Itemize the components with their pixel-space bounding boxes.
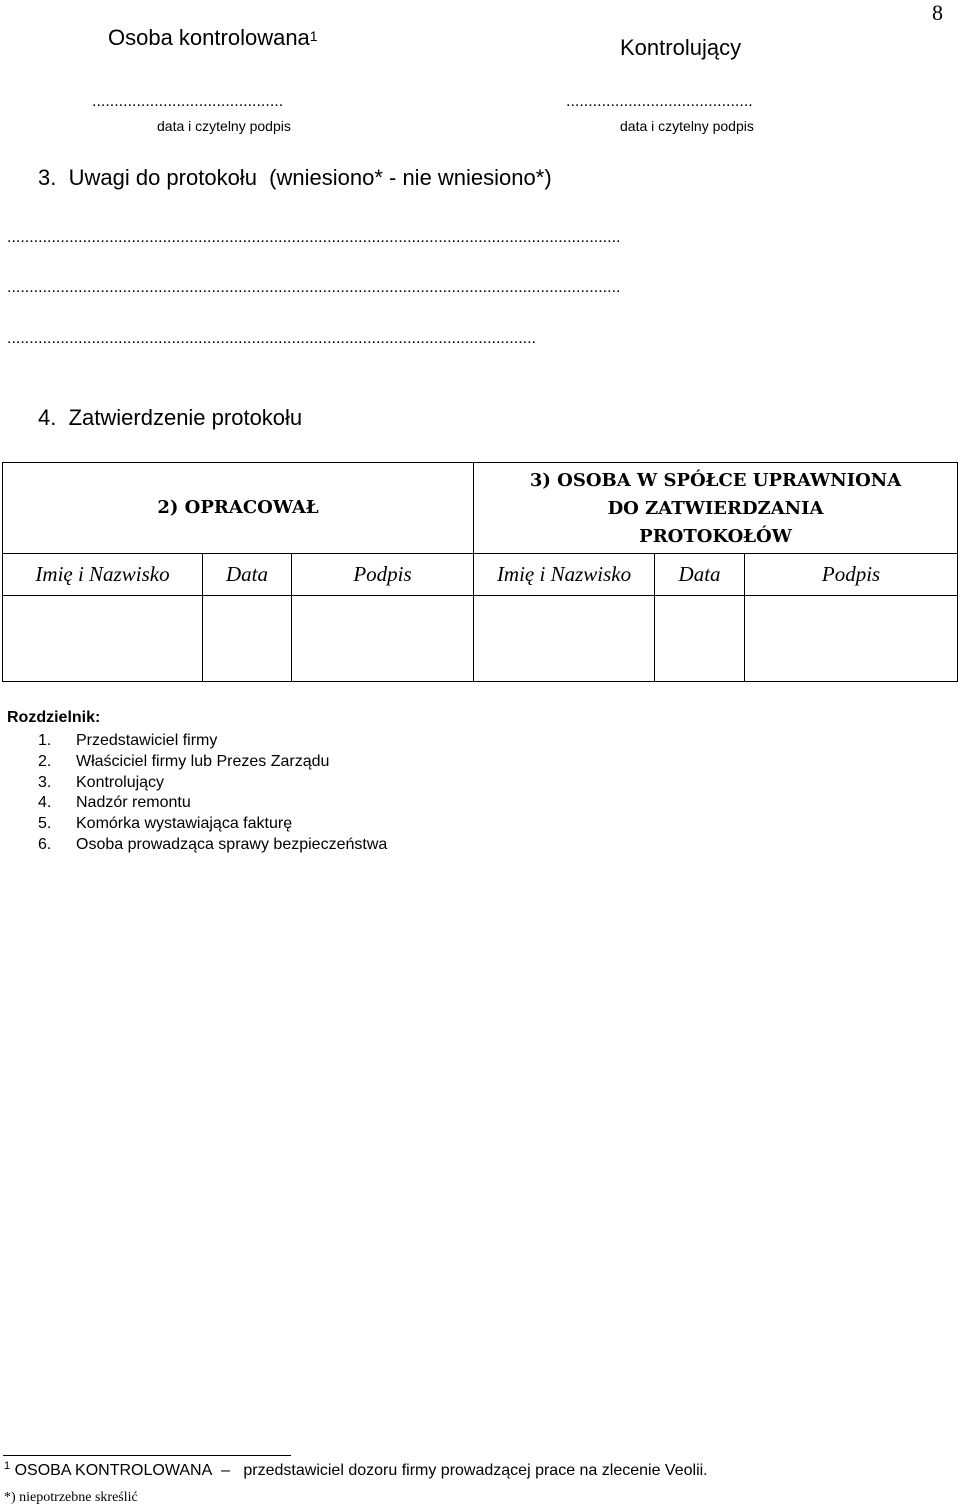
list-item: 1. Przedstawiciel firmy (38, 732, 218, 749)
approval-table (2, 462, 958, 682)
signature-left-dots[interactable]: ........................................... (92, 93, 284, 110)
footnote-separator (3, 1455, 291, 1456)
list-item: 5. Komórka wystawiająca fakturę (38, 815, 293, 833)
list-item: 4. Nadzór remontu (38, 794, 191, 812)
section3-title: Uwagi do protokołu (68, 165, 257, 190)
remarks-line-1[interactable]: .......................................................................................................................................... (7, 229, 621, 246)
signature-left-caption: data i czytelny podpis (157, 118, 291, 134)
remarks-line-3[interactable]: ....................................................................................................................... (7, 330, 536, 347)
section3-note: (wniesiono* - nie wniesiono*) (269, 165, 552, 190)
col-approver-date: Data (655, 554, 745, 596)
footnote-1-term: OSOBA KONTROLOWANA (14, 1462, 213, 1479)
cell-approver-signature[interactable] (745, 596, 958, 682)
cell-prepared-signature[interactable] (292, 596, 474, 682)
distribution-title: Rozdzielnik: (7, 709, 101, 726)
page-number: 8 (932, 0, 943, 25)
col-prepared-signature: Podpis (292, 554, 474, 596)
signature-right-title: Kontrolujący (620, 35, 742, 60)
signature-right-caption: data i czytelny podpis (620, 118, 754, 134)
footnote-1-dash: – (221, 1462, 231, 1479)
section4-title: Zatwierdzenie protokołu (68, 405, 303, 430)
section3-heading (38, 165, 552, 191)
footnote-1-mark: 1 (4, 1460, 11, 1472)
distribution-list (38, 731, 387, 856)
section4-number: 4. (38, 405, 57, 430)
list-item: 6. Osoba prowadząca sprawy bezpieczeństwa (38, 835, 388, 853)
col-approver-name: Imię i Nazwisko (474, 554, 655, 596)
cell-approver-name[interactable] (474, 596, 655, 682)
col-prepared-date: Data (203, 554, 292, 596)
remarks-line-2[interactable]: .......................................................................................................................................... (7, 279, 621, 296)
footnote-ref: 1 (309, 28, 318, 44)
footnote-1-text: przedstawiciel dozoru firmy prowadzącej prace na zlecenie Veolii. (243, 1462, 708, 1479)
signature-left-title: Osoba kontrolowana$^1$ (108, 25, 318, 50)
col-prepared-name: Imię i Nazwisko (3, 554, 203, 596)
list-item: 3. Kontrolujący (38, 773, 165, 791)
section3-number: 3. (38, 165, 57, 190)
footnote-2: *) niepotrzebne skreślić (4, 1490, 138, 1505)
section4-heading (38, 405, 302, 431)
signature-right-dots[interactable]: .......................................... (566, 93, 753, 110)
prepared-by-header: 2) OPRACOWAŁ (3, 463, 474, 554)
cell-prepared-date[interactable] (203, 596, 292, 682)
col-approver-signature: Podpis (745, 554, 958, 596)
cell-prepared-name[interactable] (3, 596, 203, 682)
approver-header: 3) OSOBA W SPÓŁCE UPRAWNIONA DO ZATWIERDZANIA PROTOKOŁÓW (474, 463, 958, 554)
cell-approver-date[interactable] (655, 596, 745, 682)
list-item: 2. Właściciel firmy lub Prezes Zarządu (38, 752, 330, 770)
footnote-1 (4, 1462, 708, 1480)
